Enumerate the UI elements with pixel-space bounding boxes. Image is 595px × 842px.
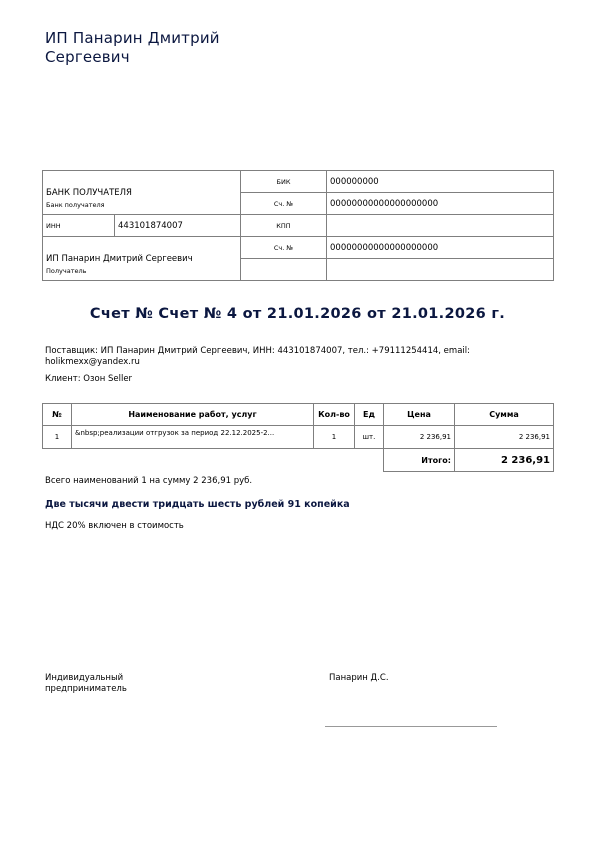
inn-label: ИНН [43, 215, 115, 237]
invoice-title: Счет № Счет № 4 от 21.01.2026 от 21.01.2026 г. [89, 306, 506, 322]
vat-note: НДС 20% включен в стоимость [45, 521, 184, 531]
table-row [43, 426, 554, 449]
column-header: Ед [355, 404, 384, 426]
signature-line [325, 726, 497, 727]
signer-name: Панарин Д.С. [329, 673, 389, 683]
column-header: Цена [384, 404, 455, 426]
items-count-line: Всего наименований 1 на сумму 2 236,91 руб. [45, 476, 253, 486]
total-spacer [43, 449, 384, 472]
bik-label: БИК [241, 171, 327, 193]
column-header: Сумма [455, 404, 554, 426]
inn-value: 443101874007 [115, 215, 241, 237]
corr-account-value: 00000000000000000000 [327, 193, 554, 215]
total-value: 2 236,91 [455, 449, 554, 472]
company-name [45, 29, 305, 67]
row-service-name: &nbsp;реализации отгрузок за период 22.12.2025-2... [72, 426, 314, 449]
recipient-caption: Получатель [46, 267, 87, 275]
supplier-email: holikmexx@yandex.ru [45, 357, 140, 367]
bank-caption: Банк получателя [46, 201, 105, 209]
items-table [42, 403, 554, 472]
recipient-account-label: Сч. № [241, 237, 327, 259]
row-unit: шт. [355, 426, 384, 449]
recipient-cell [43, 237, 241, 281]
total-label: Итого: [384, 449, 455, 472]
row-quantity: 1 [314, 426, 355, 449]
row-sum: 2 236,91 [455, 426, 554, 449]
recipient-name: ИП Панарин Дмитрий Сергеевич [46, 254, 193, 264]
column-header: Кол-во [314, 404, 355, 426]
company-name-line2: Сергеевич [45, 48, 130, 66]
signer-position [45, 673, 127, 695]
kpp-label: КПП [241, 215, 327, 237]
amount-in-words: Две тысячи двести тридцать шесть рублей 91 копейка [45, 499, 350, 510]
bik-value: 000000000 [327, 171, 554, 193]
column-header: № [43, 404, 72, 426]
company-name-line1: ИП Панарин Дмитрий [45, 29, 220, 47]
bank-details-table [42, 170, 554, 281]
client-info: Клиент: Озон Seller [45, 374, 133, 384]
supplier-line1: Поставщик: ИП Панарин Дмитрий Сергеевич, ИНН: 443101874007, тел.: +79111254414, email: [45, 346, 470, 356]
kpp-value [327, 215, 554, 237]
corr-account-label: Сч. № [241, 193, 327, 215]
signer-position-line1: Индивидуальный [45, 673, 124, 683]
bank-name-cell [43, 171, 241, 215]
row-number: 1 [43, 426, 72, 449]
empty-cell [241, 259, 327, 281]
bank-name: БАНК ПОЛУЧАТЕЛЯ [46, 188, 132, 198]
row-price: 2 236,91 [384, 426, 455, 449]
empty-cell [327, 259, 554, 281]
column-header: Наименование работ, услуг [72, 404, 314, 426]
recipient-account-value: 00000000000000000000 [327, 237, 554, 259]
signer-position-line2: предприниматель [45, 684, 127, 694]
total-row [43, 449, 554, 472]
supplier-info [45, 346, 555, 368]
table-header-row [43, 404, 554, 426]
